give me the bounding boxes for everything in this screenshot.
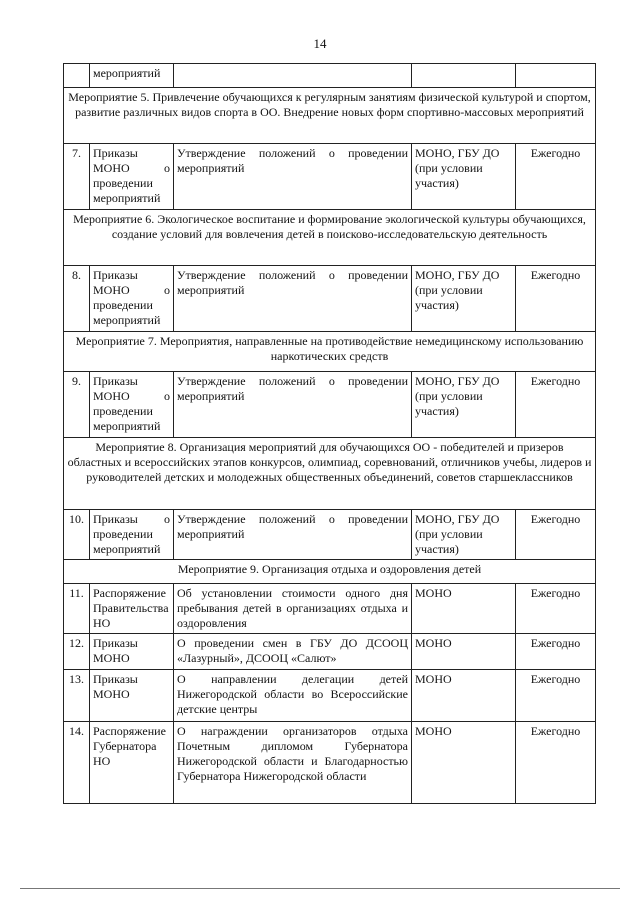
executor-cell bbox=[412, 64, 516, 88]
table-row bbox=[64, 722, 596, 804]
table-row bbox=[64, 372, 596, 438]
executor-cell: МОНО bbox=[412, 634, 516, 670]
section-header: Мероприятие 9. Организация отдыха и оздоровления детей bbox=[64, 560, 596, 584]
section-header: Мероприятие 5. Привлечение обучающихся к регулярным занятиям физической культурой и спортом, развитие различных видов спорта в ОО. Внедрение новых форм спортивно-массовых мероприятий bbox=[64, 88, 596, 144]
document-content-cell: Утверждение положений о проведении мероприятий bbox=[174, 510, 412, 560]
document-content-cell: О награждении организаторов отдыха Почетным дипломом Губернатора Нижегородской области и Благодарностью Губернатора Нижегородской области bbox=[174, 722, 412, 804]
table-row bbox=[64, 584, 596, 634]
frequency-cell: Ежегодно bbox=[516, 372, 596, 438]
table-row bbox=[64, 670, 596, 722]
measures-table bbox=[63, 63, 596, 804]
section-header-row bbox=[64, 332, 596, 372]
document-type-cell: Распоряжение Правительства НО bbox=[90, 584, 174, 634]
row-number-cell: 9. bbox=[64, 372, 90, 438]
table-row bbox=[64, 634, 596, 670]
document-content-cell bbox=[174, 64, 412, 88]
document-content-cell: О направлении делегации детей Нижегородской области во Всероссийские детские центры bbox=[174, 670, 412, 722]
page-number: 14 bbox=[313, 36, 327, 51]
executor-cell: МОНО bbox=[412, 670, 516, 722]
section-header-row bbox=[64, 438, 596, 510]
document-content-cell: Утверждение положений о проведении мероприятий bbox=[174, 144, 412, 210]
section-header-row bbox=[64, 88, 596, 144]
frequency-cell: Ежегодно bbox=[516, 670, 596, 722]
frequency-cell: Ежегодно bbox=[516, 510, 596, 560]
table-row bbox=[64, 266, 596, 332]
document-type-cell: мероприятий bbox=[90, 64, 174, 88]
executor-cell: МОНО, ГБУ ДО (при условии участия) bbox=[412, 372, 516, 438]
document-type-cell: Приказы о проведении мероприятий bbox=[90, 510, 174, 560]
document-type-cell: Приказы МОНО bbox=[90, 634, 174, 670]
section-header: Мероприятие 8. Организация мероприятий для обучающихся ОО - победителей и призеров областных и всероссийских этапов конкурсов, олимпиад, соревнований, отличников учебы, лидеров и руководителей детских и молодежных общественных объединений, советов старшеклассников bbox=[64, 438, 596, 510]
document-content-cell: Об установлении стоимости одного дня пребывания детей в организациях отдыха и оздоровления bbox=[174, 584, 412, 634]
document-content-cell: Утверждение положений о проведении мероприятий bbox=[174, 372, 412, 438]
frequency-cell bbox=[516, 64, 596, 88]
executor-cell: МОНО bbox=[412, 584, 516, 634]
document-content-cell: Утверждение положений о проведении мероприятий bbox=[174, 266, 412, 332]
document-type-cell: Приказы МОНО о проведении мероприятий bbox=[90, 266, 174, 332]
executor-cell: МОНО, ГБУ ДО (при условии участия) bbox=[412, 266, 516, 332]
document-content-cell: О проведении смен в ГБУ ДО ДСООЦ «Лазурный», ДСООЦ «Салют» bbox=[174, 634, 412, 670]
section-header: Мероприятие 7. Мероприятия, направленные на противодействие немедицинскому использованию наркотических средств bbox=[64, 332, 596, 372]
frequency-cell: Ежегодно bbox=[516, 722, 596, 804]
section-header-row bbox=[64, 210, 596, 266]
frequency-cell: Ежегодно bbox=[516, 144, 596, 210]
row-number-cell: 12. bbox=[64, 634, 90, 670]
table-row bbox=[64, 64, 596, 88]
row-number-cell: 11. bbox=[64, 584, 90, 634]
row-number-cell: 13. bbox=[64, 670, 90, 722]
row-number-cell: 8. bbox=[64, 266, 90, 332]
page-bottom-rule bbox=[20, 888, 620, 889]
row-number-cell bbox=[64, 64, 90, 88]
row-number-cell: 14. bbox=[64, 722, 90, 804]
row-number-cell: 10. bbox=[64, 510, 90, 560]
frequency-cell: Ежегодно bbox=[516, 634, 596, 670]
frequency-cell: Ежегодно bbox=[516, 266, 596, 332]
section-header-row bbox=[64, 560, 596, 584]
document-type-cell: Распоряжение Губернатора НО bbox=[90, 722, 174, 804]
document-type-cell: Приказы МОНО bbox=[90, 670, 174, 722]
section-header: Мероприятие 6. Экологическое воспитание и формирование экологической культуры обучающихся, создание условий для вовлечения детей в поисково-исследовательскую деятельность bbox=[64, 210, 596, 266]
executor-cell: МОНО, ГБУ ДО (при условии участия) bbox=[412, 144, 516, 210]
executor-cell: МОНО, ГБУ ДО (при условии участия) bbox=[412, 510, 516, 560]
frequency-cell: Ежегодно bbox=[516, 584, 596, 634]
document-type-cell: Приказы МОНО о проведении мероприятий bbox=[90, 144, 174, 210]
table-row bbox=[64, 144, 596, 210]
table-row bbox=[64, 510, 596, 560]
executor-cell: МОНО bbox=[412, 722, 516, 804]
row-number-cell: 7. bbox=[64, 144, 90, 210]
document-type-cell: Приказы МОНО о проведении мероприятий bbox=[90, 372, 174, 438]
